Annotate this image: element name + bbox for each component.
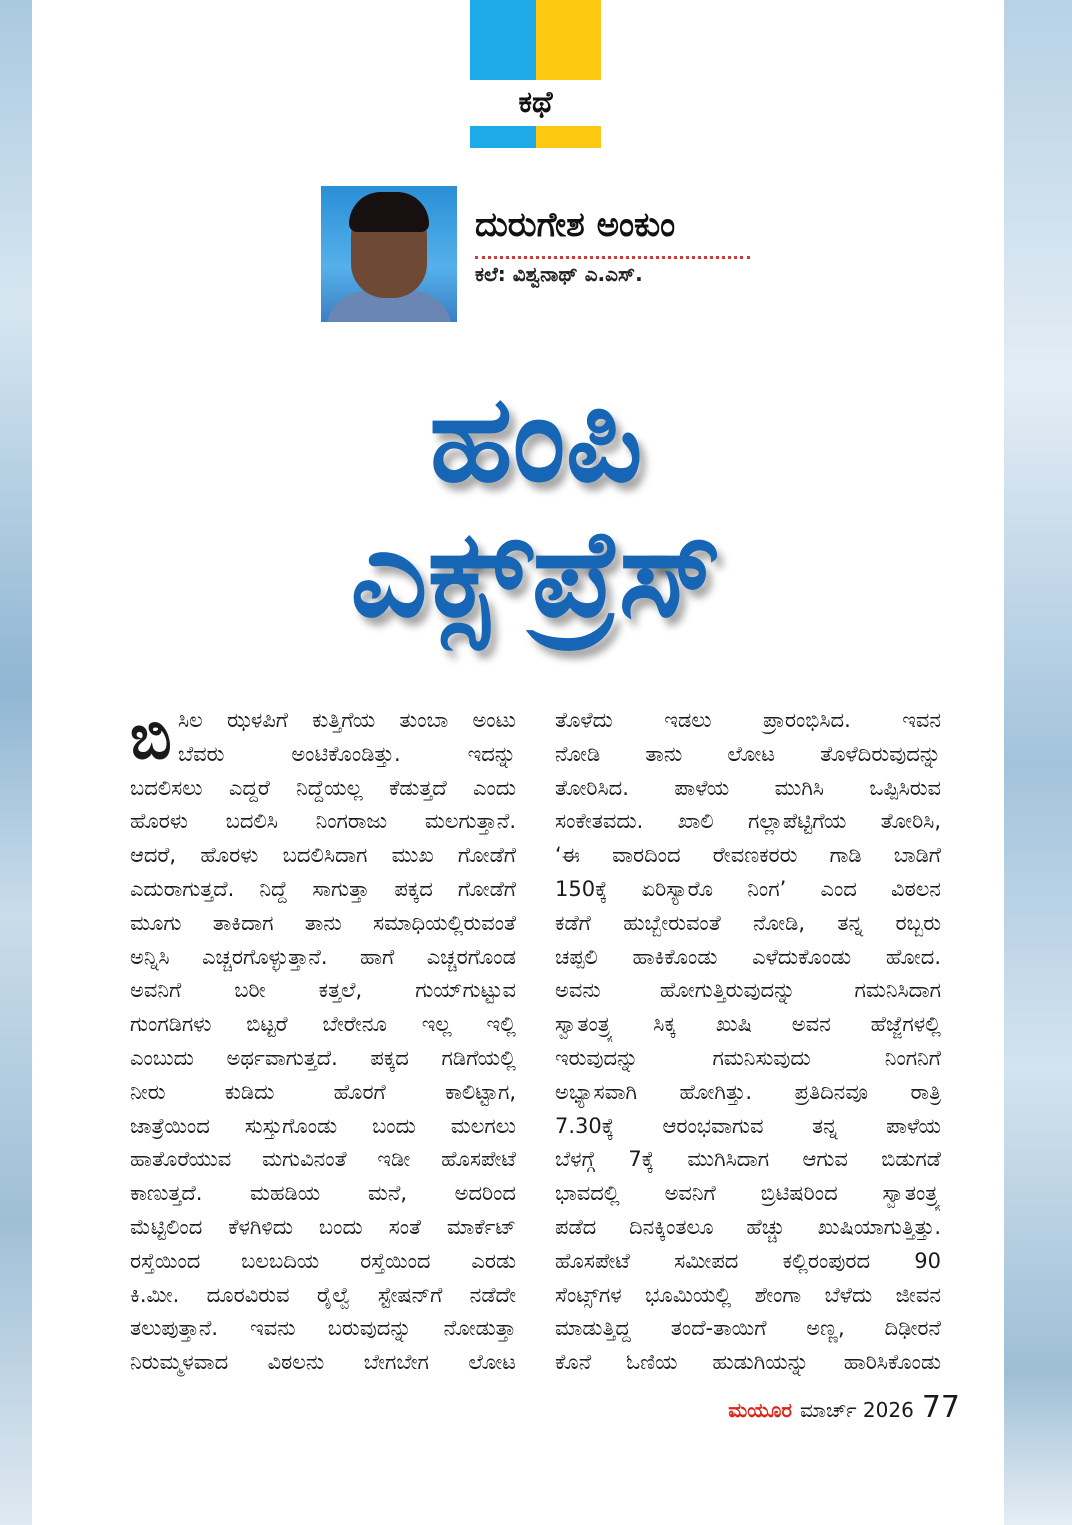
header-yellow-bar (536, 126, 601, 148)
text-line: ‘ಈ ವಾರದಿಂದ ರೇವಣಕರರು ಗಾಡಿ ಬಾಡಿಗೆ (555, 843, 941, 868)
text-line: ಆದರೆ, ಹೊರಳು ಬದಲಿಸಿದಾಗ ಮುಖ ಗೋಡೆಗೆ (130, 843, 516, 868)
text-line: ಸ್ವಾತಂತ್ರ್ಯ ಸಿಕ್ಕ ಖುಷಿ ಅವನ ಹೆಜ್ಜೆಗಳಲ್ಲಿ (555, 1012, 941, 1037)
text-line: ಹೊಸಪೇಟೆ ಸಮೀಪದ ಕಲ್ಲಿರಂಪುರದ 90 (555, 1248, 941, 1273)
text-line: ಮೆಟ್ಟಿಲಿಂದ ಕೆಳಗಿಳಿದು ಬಂದು ಸಂತೆ ಮಾರ್ಕೆಟ್ (130, 1214, 516, 1239)
drop-cap: ಬಿ (130, 700, 172, 773)
page-footer (728, 1390, 960, 1425)
text-line: ಬದಲಿಸಲು ಎದ್ದರೆ ನಿದ್ದೆಯಲ್ಲ ಕೆಡುತ್ತದೆ ಎಂದು (130, 775, 516, 800)
text-line: 7.30ಕ್ಕೆ ಆರಂಭವಾಗುವ ತನ್ನ ಪಾಳೆಯ (555, 1113, 941, 1138)
photo-hair (349, 192, 429, 232)
text-line: ಕೊನೆ ಓಣಿಯ ಹುಡುಗಿಯನ್ನು ಹಾರಿಸಿಕೊಂಡು (555, 1350, 941, 1375)
text-line: ಸಂಕೇತವದು. ಖಾಲಿ ಗಲ್ಲಾಪೆಟ್ಟಿಗೆಯ ತೋರಿಸಿ, (555, 809, 941, 834)
text-line: ತಲುಪುತ್ತಾನೆ. ಇವನು ಬರುವುದನ್ನು ನೋಡುತ್ತಾ (130, 1316, 516, 1341)
text-line: ಇರುವುದನ್ನು ಗಮನಿಸುವುದು ನಿಂಗನಿಗೆ (555, 1045, 941, 1070)
text-line: ಎಂಬುದು ಅರ್ಥವಾಗುತ್ತದೆ. ಪಕ್ಕದ ಗಡಿಗೆಯಲ್ಲಿ (130, 1045, 516, 1070)
text-line: ನೀರು ಕುಡಿದು ಹೊರಗೆ ಕಾಲಿಟ್ಟಾಗ, (130, 1079, 516, 1104)
text-line: ಸಿಲ ಝಳಪಿಗೆ ಕುತ್ತಿಗೆಯ ತುಂಬಾ ಅಂಟು (178, 708, 516, 732)
text-line: ಅವನಿಗೆ ಬರೀ ಕತ್ತಲೆ, ಗುಯ್‌ಗುಟ್ಟುವ (130, 978, 516, 1003)
text-line: ತೋರಿಸಿದ. ಪಾಳೆಯ ಮುಗಿಸಿ ಒಪ್ಪಿಸಿರುವ (555, 775, 941, 800)
magazine-logo: ಮಯೂರ (728, 1398, 792, 1422)
dotted-divider (475, 256, 750, 259)
text-line: ಅನ್ನಿಸಿ ಎಚ್ಚರಗೊಳ್ಳುತ್ತಾನೆ. ಹಾಗೆ ಎಚ್ಚರಗೊಂಡ (130, 944, 516, 969)
text-line: ಸೆಂಟ್ಸ್‌ಗಳ ಭೂಮಿಯಲ್ಲಿ ಶೇಂಗಾ ಬೆಳೆದು ಜೀವನ (555, 1282, 941, 1307)
text-line: ನೋಡಿ ತಾನು ಲೋಟ ತೊಳೆದಿರುವುದನ್ನು (555, 741, 941, 766)
story-title-line2: ಎಕ್ಸ್‌ಪ್ರೆಸ್ (350, 505, 722, 644)
right-page-edge (1004, 0, 1072, 1525)
text-line: 150ಕ್ಕೆ ಏರಿಸ್ಯಾರೊ ನಿಂಗ’ ಎಂದ ವಿಠಲನ (555, 876, 941, 901)
header-blue-bar (470, 126, 536, 148)
page-number: 77 (921, 1390, 960, 1425)
text-line: ಕಡೆಗೆ ಹುಬ್ಬೇರುವಂತೆ ನೋಡಿ, ತನ್ನ ರಬ್ಬರು (555, 910, 941, 935)
text-line: ಮೂಗು ತಾಕಿದಾಗ ತಾನು ಸಮಾಧಿಯಲ್ಲಿರುವಂತೆ (130, 910, 516, 935)
left-page-edge (0, 0, 32, 1525)
left-column (130, 700, 516, 1380)
text-line: ಹಾತೊರೆಯುವ ಮಗುವಿನಂತೆ ಇಡೀ ಹೊಸಪೇಟೆ (130, 1147, 516, 1172)
text-line: ಎದುರಾಗುತ್ತದೆ. ನಿದ್ದೆ ಸಾಗುತ್ತಾ ಪಕ್ಕದ ಗೋಡೆಗೆ (130, 876, 516, 901)
text-line: ಗುಂಗಡಿಗಳು ಬಿಟ್ಟರೆ ಬೇರೇನೂ ಇಲ್ಲ ಇಲ್ಲಿ (130, 1012, 516, 1037)
header-yellow-block (536, 0, 601, 80)
section-label: ಕಥೆ (518, 85, 553, 120)
issue-date: ಮಾರ್ಚ್ 2026 (799, 1398, 914, 1422)
text-line: ಅಭ್ಯಾಸವಾಗಿ ಹೋಗಿತ್ತು. ಪ್ರತಿದಿನವೂ ರಾತ್ರಿ (555, 1079, 941, 1104)
text-line: ಕಾಣುತ್ತದೆ. ಮಹಡಿಯ ಮನೆ, ಅದರಿಂದ (130, 1181, 516, 1206)
text-line: ಕಿ.ಮೀ. ದೂರವಿರುವ ರೈಲ್ವೆ ಸ್ಟೇಷನ್‌ಗೆ ನಡೆದೇ (130, 1282, 516, 1307)
text-line: ಅವನು ಹೋಗುತ್ತಿರುವುದನ್ನು ಗಮನಿಸಿದಾಗ (555, 978, 941, 1003)
text-line: ತೊಳೆದು ಇಡಲು ಪ್ರಾರಂಭಿಸಿದ. ಇವನ (555, 708, 941, 732)
story-title-line1: ಹಂಪಿ (429, 370, 643, 509)
artist-credit: ಕಲೆ: ವಿಶ್ವನಾಥ್ ಎ.ಎಸ್. (475, 262, 643, 286)
text-line: ಮಾಡುತ್ತಿದ್ದ ತಂದೆ-ತಾಯಿಗೆ ಅಣ್ಣ, ದಿಢೀರನೆ (555, 1316, 941, 1341)
text-line: ಬೆವರು ಅಂಟಿಕೊಂಡಿತ್ತು. ಇದನ್ನು (178, 741, 516, 766)
text-line: ನಿರುಮ್ಮಳವಾದ ವಿಠಲನು ಬೇಗಬೇಗ ಲೋಟ (130, 1350, 516, 1375)
author-photo (321, 186, 457, 322)
text-line: ಪಡೆದ ದಿನಕ್ಕಿಂತಲೂ ಹೆಚ್ಚು ಖುಷಿಯಾಗುತ್ತಿತ್ತು. (555, 1214, 941, 1239)
right-column (555, 704, 941, 1380)
author-name: ದುರುಗೇಶ ಅಂಕುಂ (475, 205, 676, 245)
text-line: ರಸ್ತೆಯಿಂದ ಬಲಬದಿಯ ರಸ್ತೆಯಿಂದ ಎರಡು (130, 1248, 516, 1273)
text-line: ಹೊರಳು ಬದಲಿಸಿ ನಿಂಗರಾಜು ಮಲಗುತ್ತಾನೆ. (130, 809, 516, 834)
text-line: ಭಾವದಲ್ಲಿ ಅವನಿಗೆ ಬ್ರಿಟಿಷರಿಂದ ಸ್ವಾತಂತ್ರ್ಯ (555, 1181, 941, 1206)
text-line: ಚಪ್ಪಲಿ ಹಾಕಿಕೊಂಡು ಎಳೆದುಕೊಂಡು ಹೋದ. (555, 944, 941, 969)
header-blue-block (470, 0, 536, 80)
text-line: ಜಾತ್ರೆಯಿಂದ ಸುಸ್ತುಗೊಂಡು ಬಂದು ಮಲಗಲು (130, 1113, 516, 1138)
text-line: ಬೆಳಗ್ಗೆ 7ಕ್ಕೆ ಮುಗಿಸಿದಾಗ ಆಗುವ ಬಿಡುಗಡೆ (555, 1147, 941, 1172)
